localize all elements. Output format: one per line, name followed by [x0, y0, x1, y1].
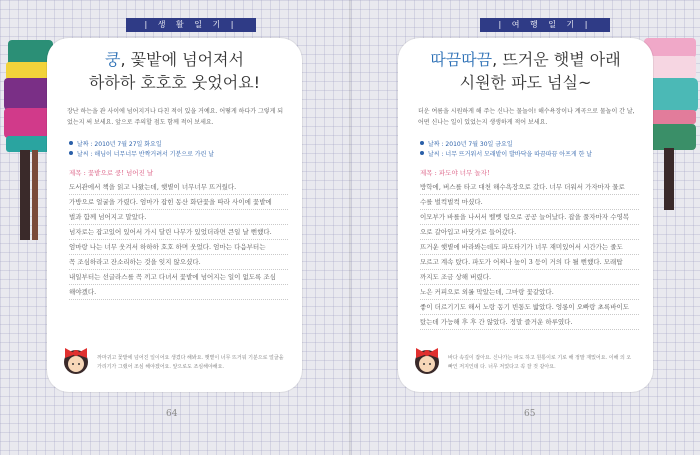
diary-line: 벌과 함께 넘어지고 말았다. — [69, 210, 288, 225]
diary-body — [69, 166, 288, 300]
weather-text: 날씨 : 해님이 너무너무 반짝거려서 기분으로 가린 날 — [77, 151, 215, 158]
diary-line: 가방으로 얼굴을 가렸다. 엄마가 잡힌 동산 화단꽃을 따라 사이에 꽃밭에 — [69, 195, 288, 210]
bullet-icon — [69, 151, 73, 155]
diary-line: 방학에, 버스를 타고 대천 해수욕장으로 갔다. 너무 더워서 가자마자 물로 — [420, 180, 639, 195]
diary-line: 뜨거운 햇볕에 바라봐는데도 파도타기가 너무 재미있어서 시간가는 줄도 — [420, 240, 639, 255]
diary-meta — [69, 140, 284, 160]
intro-text: 더운 여름을 시원하게 해 주는 신나는 물놀이! 해수욕장이나 계곡으로 물놀이 간 날, 어떤 신나는 일이 있었는지 생생하게 적어 보세요. — [418, 108, 635, 126]
page-number-right: 65 — [524, 409, 536, 419]
diary-line: 으로 갈아입고 바닷가로 들어갔다. — [420, 225, 639, 240]
bullet-icon — [420, 151, 424, 155]
girl-with-red-bow-icon — [57, 338, 95, 378]
diary-line: 노은 커피으로 외롤 막았는데, 그마랑 꽃같았다. — [420, 285, 639, 300]
diary-line: 좋이 더르기기도 해서 노랑 동기 빈통도 밟았다. 엉롱이 오빠랑 초록바이도 — [420, 300, 639, 315]
header-section-right: | 여 행 일 기 | — [480, 18, 610, 32]
bullet-icon — [420, 141, 424, 145]
diary-meta — [420, 140, 635, 160]
diary-line: 도서관에서 책을 읽고 나왔는데, 햇볕이 너무너무 뜨거웠다. — [69, 180, 288, 195]
book-spine — [349, 0, 352, 455]
diary-line: 탔는데 가능해 후 후 간 않았다. 정말 즐거운 하루였다. — [420, 315, 639, 330]
diary-page-right — [398, 38, 653, 392]
page-title — [398, 48, 653, 94]
page-number-left: 64 — [166, 409, 178, 419]
header-section-left: | 생 활 일 기 | — [126, 18, 256, 32]
diary-line: 해야겠다. — [69, 285, 288, 300]
weather-row — [420, 150, 635, 160]
diary-page-left — [47, 38, 302, 392]
title-line-2: 시원한 파도 넘실~ — [459, 73, 592, 92]
diary-line: 수를 벌컥벌컥 마셨다. — [420, 195, 639, 210]
diary-body — [420, 166, 639, 330]
diary-line: 엄마랑 나는 너무 웃겨서 하하하 호호 하며 웃었다. 엄마는 다음부터는 — [69, 240, 288, 255]
diary-line: 넘자로는 잡고있어 있어서 가시 달린 나무가 있었더라면 큰일 날 뻔했다. — [69, 225, 288, 240]
title-rest: , 꽃밭에 넘어져서 — [120, 50, 244, 69]
girl-with-red-bow-icon — [408, 338, 446, 378]
diary-line: 까지도 조금 상해 버렸다. — [420, 270, 639, 285]
date-text: 날짜 : 2010년 7월 27일 화요일 — [77, 141, 162, 148]
date-row — [69, 140, 284, 150]
title-line-2: 하하하 호호호 웃었어요! — [88, 73, 261, 92]
title-highlight: 따끔따끔 — [430, 50, 493, 69]
diary-title: 제목 : 파도야 너무 놀자! — [420, 169, 490, 177]
weather-row — [69, 150, 284, 160]
page-title — [47, 48, 302, 94]
diary-line: 이모부가 바를을 나서서 벨벳 팀으로 공공 늘어났다. 잡을 풀자마자 수영복 — [420, 210, 639, 225]
diary-title: 제목 : 꽃밭으로 쿵! 넘어진 날 — [69, 169, 154, 177]
title-rest: , 뜨거운 햇볕 아래 — [492, 50, 621, 69]
tip-note: 바다 속깊이 잡아요. 신나가는 파도 하고 원통이로 기로 해 정말 재밌어요. 이해 의 오빠인 저지인데 다. 너무 저었다고 꼭 잘 것 같아요. — [448, 355, 632, 370]
date-row — [420, 140, 635, 150]
diary-line: 내일부터는 선글라스를 꼭 끼고 다녀서 꽃밭에 넘어지는 일이 없도록 조심 — [69, 270, 288, 285]
weather-text: 날씨 : 너무 뜨거워서 모래밭이 발바닥을 따끔따끔 아프게 한 날 — [428, 151, 593, 158]
intro-text: 장난 하는을 관 사이에 넘어지거나 다친 적이 있을 거예요. 어떻게 하다가 그렇게 되었는지 써 보세요. 앞으로 주의할 점도 함께 적어 보세요. — [67, 108, 284, 126]
title-highlight: 쿵 — [105, 50, 121, 69]
diary-line: 모르고 계속 탔다. 파도가 어찌나 높이 3 등이 거의 다 될 뻔했다. 모래탑 — [420, 255, 639, 270]
diary-line: 꼭 조심하라고 잔소리하는 것을 잊지 않으셨다. — [69, 255, 288, 270]
date-text: 날짜 : 2010년 7월 30일 금요일 — [428, 141, 513, 148]
tip-note: 까마귀고 꽃밭에 넘어진 일이어요 생겼다 해봐요. 햇볕이 너무 뜨거워 기분으로 얼굴을 가리기가 그랬어 조심 해야겠어요. 앞으로도 조심해야해요. — [97, 355, 284, 370]
bullet-icon — [69, 141, 73, 145]
